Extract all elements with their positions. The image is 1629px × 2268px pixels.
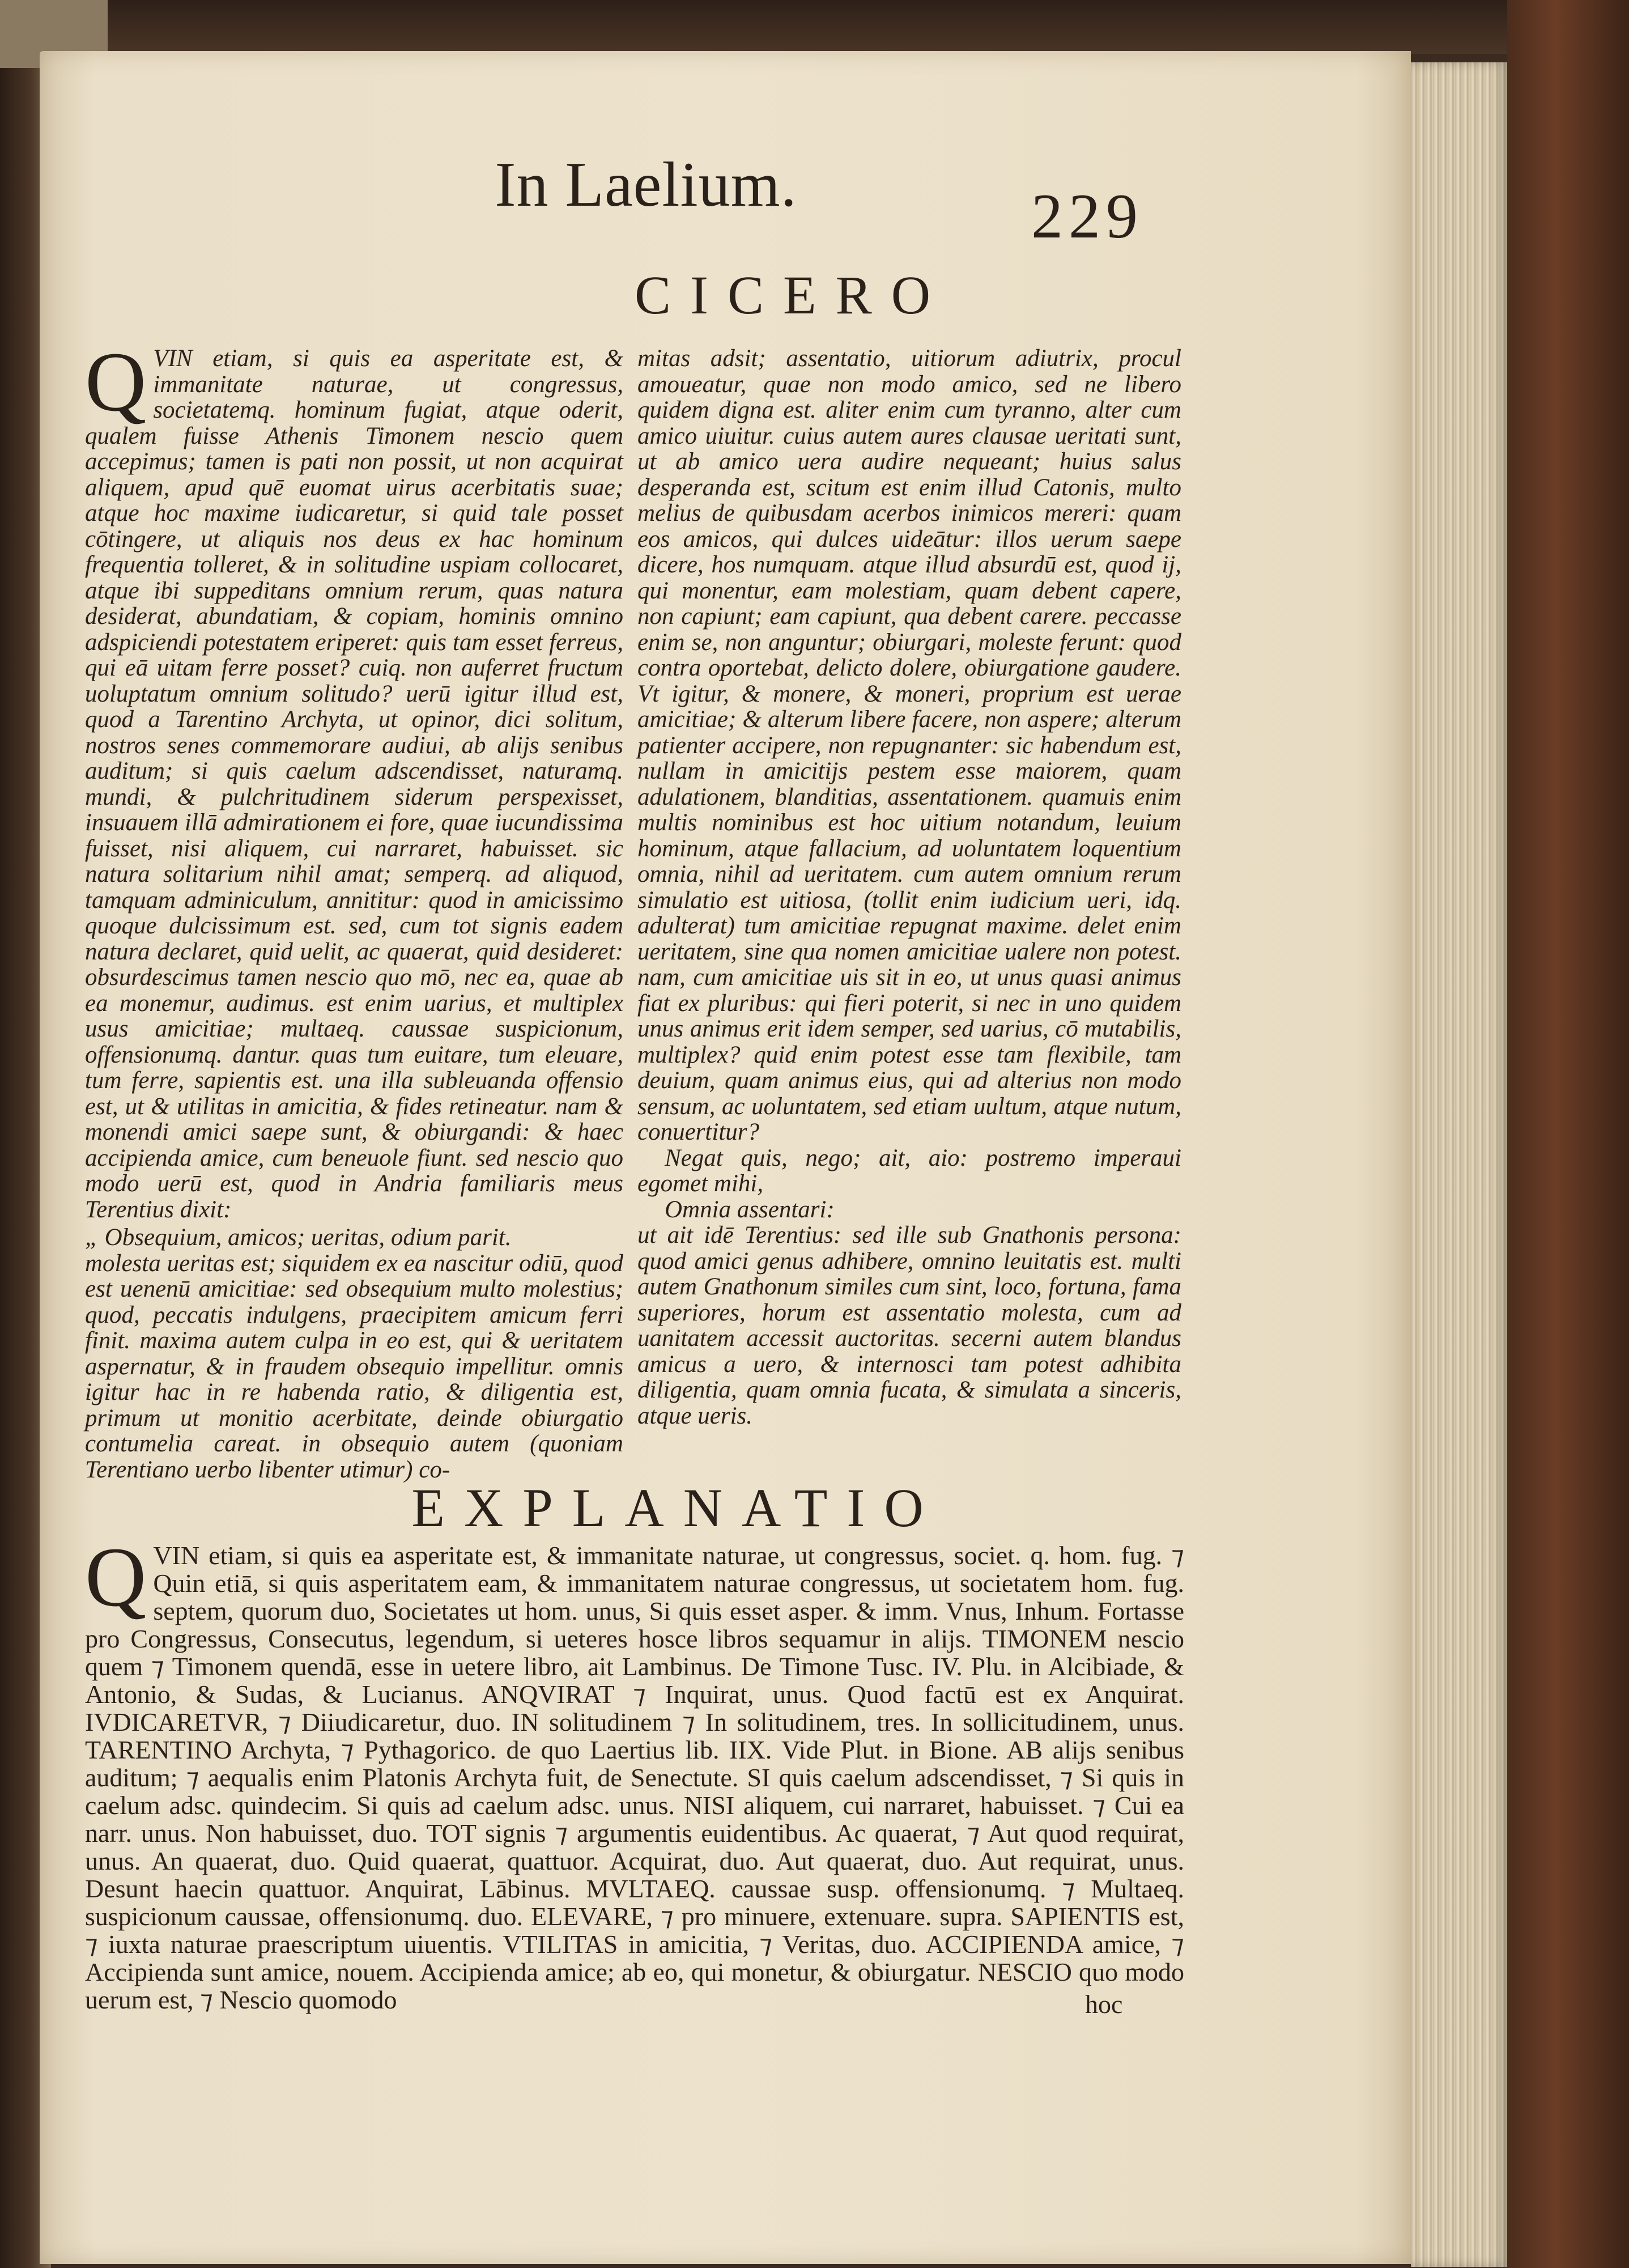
drop-cap: Q (85, 1530, 147, 1624)
explanatio-body: VIN etiam, si quis ea asperitate est, & immanitate naturae, ut congressus, societ. q. hom. fug. ⁊ Quin etiā, si quis asperitatem eam, & immanitatem naturae congressus, ut societatem hom. fug. septem, quorum duo, Societates ut hom. unus, Si quis esset asper. & imm. Vnus, Inhum. Fortasse pro Congressus, Consecutus, legendum, si ueteres hosce libros sequamur in alijs. TIMONEM nescio quem ⁊ Timonem quendā, esse in uetere libro, ait Lambinus. De Timone Tusc. IV. Plu. in Alcibiade, & Antonio, & Sudas, & Lucianus. ANQVIRAT ⁊ Inquirat, unus. Quod factū est ex Anquirat. IVDICARETVR, ⁊ Diiudicaretur, duo. IN solitudinem ⁊ In solitudinem, tres. In sollicitudinem, unus. TARENTINO Archyta, ⁊ Pythagorico. de quo Laertius lib. IIX. Vide Plut. in Bione. AB alijs senibus auditum; ⁊ aequalis enim Platonis Archyta fuit, de Senectute. SI quis caelum adscendisset, ⁊ Si quis in caelum adsc. quindecim. Si quis ad caelum adsc. unus. NISI aliquem, cui narraret, habuisset. ⁊ Cui ea narr. unus. Non habuisset, duo. TOT signis ⁊ argumentis euidentibus. Ac quaerat, ⁊ Aut quod requirat, unus. An quaerat, duo. Quid quaerat, quattuor. Acquirat, duo. Aut quaerat, duo. Aut requirat, unus. Desunt haecin quattuor. Anquirat, Lābinus. MVLTAEQ. caussae susp. offensionumq. ⁊ Multaeq. suspicionum caussae, offensionumq. duo. ELEVARE, ⁊ pro minuere, extenuare. supra. SAPIENTIS est, ⁊ iuxta naturae praescriptum uiuentis. VTILITAS in amicitia, ⁊ Veritas, duo. ACCIPIENDA amice, ⁊ Accipienda sunt amice, nouem. Accipienda amice; ab eo, qui monetur, & obiurgatur. NESCIO quo modo uerum est, ⁊ Nescio quomodo (85, 1541, 1184, 2014)
page-number: 229 (1031, 181, 1143, 252)
terence-quote: „ Obsequium, amicos; ueritas, odium parit. (85, 1224, 512, 1251)
explanatio-paragraph (85, 1530, 1184, 2014)
cicero-text-right: mitas adsit; assentatio, uitiorum adiutrix, procul amoueatur, quae non modo amico, sed ne libero quidem digna est. aliter enim cum tyranno, alter cum amico uiuitur. cuius autem aures clausae ueritati sunt, ut ab amico uera audire nequeant; huius salus desperanda est, scitum est enim illud Catonis, multo melius de quibusdam acerbos inimicos mereri: quam eos amicos, qui dulces uideātur: illos uerum saepe dicere, hos numquam. atque illud absurdū est, quod ij, qui monentur, eam molestiam, quam debent capere, non capiunt; eam capiunt, qua debent carere. peccasse enim se, non anguntur; obiurgari, moleste ferunt: quod contra oportebat, delicto dolere, obiurgatione gaudere. Vt igitur, & monere, & moneri, proprium est uerae amicitiae; & alterum libere facere, non aspere; alterum patienter accipere, non repugnanter: sic habendum est, nullam in amicitijs pestem esse maiorem, quam adulationem, blanditias, assentationem. quamuis enim multis nominibus est hoc uitium notandum, leuium hominum, atque fallacium, ad uoluntatem loquentium omnia, nihil ad ueritatem. cum autem omnium rerum simulatio est uitiosa, (tollit enim iudicium ueri, idq. adulterat) tum amicitiae repugnat maxime. delet enim ueritatem, sine qua nomen amicitiae ualere non potest. nam, cum amicitiae uis sit in eo, ut unus quasi animus fiat ex pluribus: qui fieri poterit, si nec in uno quidem unus animus erit idem semper, sed uarius, cō mutabilis, multiplex? quid enim potest esse tam flexibile, tam deuium, quam animus eius, qui ad alterius non modo sensum, ac uoluntatem, sed etiam uultum, atque nutum, conuertitur? (637, 345, 1181, 1145)
cicero-text-continued: molesta ueritas est; siquidem ex ea nascitur odiū, quod est uenenū amicitiae: sed obsequium multo molestius; quod, peccatis indulgens, praecipitem amicum ferri finit. maxima autem culpa in eo est, qui & ueritatem aspernatur, & in fraudem obsequio impellitur. omnis igitur hac in re habenda ratio, & diligentia est, primum ut monitio acerbitate, deinde obiurgatio contumelia careat. in obsequio autem (quoniam Terentiano uerbo libenter utimur) co- (85, 1250, 623, 1483)
page-edges (1411, 62, 1507, 2267)
section-title-cicero: CICERO (635, 265, 950, 325)
section-title-explanatio: EXPLANATIO (411, 1477, 943, 1538)
explanatio-text (85, 1530, 1184, 2014)
drop-cap: Q (85, 335, 147, 429)
terence-quote-2: Omnia assentari: (665, 1196, 835, 1223)
catchword: hoc (1085, 1990, 1123, 2019)
cicero-column-left (85, 335, 623, 1483)
book-cover-top (0, 0, 1629, 54)
cicero-paragraph (85, 335, 623, 1223)
terence-quote-1: Negat quis, nego; ait, aio: postremo imperaui egomet mihi, (637, 1144, 1181, 1197)
cicero-text: VIN etiam, si quis ea asperitate est, & immanitate naturae, ut congressus, societatemq. hominum fugiat, atque oderit, qualem fuisse Athenis Timonem nescio quem accepimus; tamen is pati non possit, ut non acquirat aliquem, apud quē euomat uirus acerbitatis suae; atque hoc maxime iudicaretur, si quid tale posset cōtingere, ut aliquis nos deus ex hac hominum frequentia tolleret, & in solitudine uspiam collocaret, atque ibi suppeditans omnium rerum, quas natura desiderat, abundatiam, & copiam, hominis omnino adspiciendi potestatem eriperet: quis tam esset ferreus, qui eā uitam ferre posset? cuiq. non auferret fructum uoluptatum omnium solitudo? uerū igitur illud est, quod a Tarentino Archyta, ut opinor, dici solitum, nostros senes commemorare audiui, ab alijs senibus auditum; si quis caelum adscendisset, naturamq. mundi, & pulchritudinem siderum perspexisset, insuauem illā admirationem ei fore, quae iucundissima fuisset, nisi aliquem, cui narraret, habuisset. sic natura solitarium nihil amat; semperq. ad aliquod, tamquam adminiculum, annititur: quod in amicissimo quoque dulcissimum est. sed, cum tot signis eadem natura declaret, quid uelit, ac quaerat, quid desideret: obsurdescimus tamen nescio quo mō, nec ea, quae ab ea monemur, audimus. est enim uarius, et multiplex usus amicitiae; multaeq. caussae suspicionum, offensionumq. dantur. quas tum euitare, tum eleuare, tum ferre, sapientis est. una illa subleuanda offensio est, ut & utilitas in amicitia, & fides retineatur. nam & monendi amici saepe sunt, & obiurgandi: & haec accipienda amice, cum beneuole fiunt. sed nescio quo modo uerū est, quod in Andria familiaris meus Terentius dixit: (85, 345, 623, 1223)
cicero-text-right-continued: ut ait idē Terentius: sed ille sub Gnathonis persona: quod amici genus adhibere, omnino leuitatis est. multi autem Gnathonum similes cum sint, loco, fortuna, fama superiores, horum est assentatio molesta, cum ad uanitatem accessit auctoritas. secerni autem blandus amicus a uero, & internosci tam potest adhibita diligentia, quam omnia fucata, & simulata a sinceris, atque ueris. (637, 1222, 1181, 1429)
running-head: In Laelium. (495, 150, 797, 220)
book-cover-right (1507, 0, 1629, 2268)
cicero-column-right (637, 346, 1181, 1429)
